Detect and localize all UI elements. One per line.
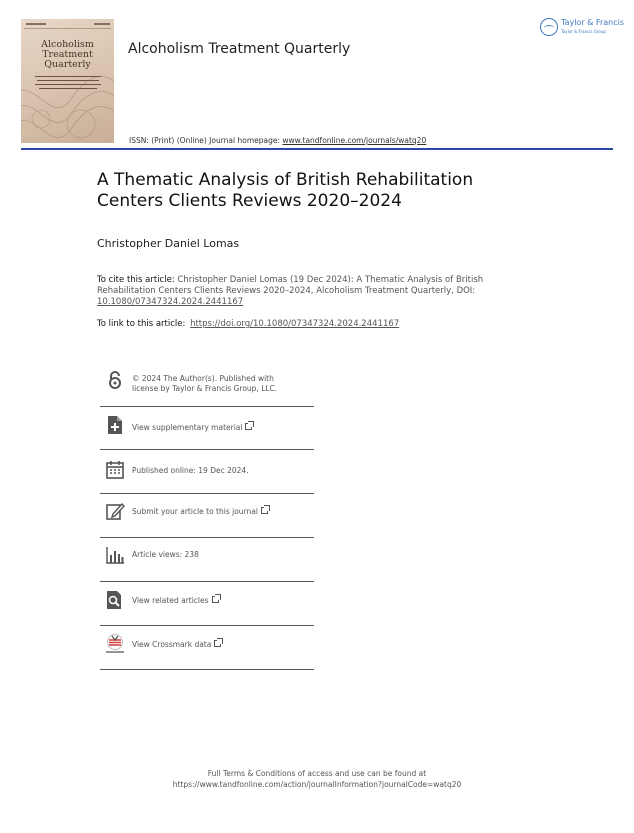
article-title: A Thematic Analysis of British Rehabilitation Centers Clients Reviews 2020–2024	[97, 170, 474, 211]
published-row	[100, 450, 314, 494]
external-link-icon	[245, 423, 252, 430]
cover-header-strip	[24, 22, 111, 29]
related-articles-link[interactable]: View related articles	[132, 596, 219, 606]
journal-cover-image	[21, 19, 114, 143]
issn-text: ISSN: (Print) (Online) Journal homepage:	[129, 136, 283, 145]
citation-block	[97, 275, 527, 308]
publisher-logo	[540, 18, 624, 40]
supplementary-link[interactable]: View supplementary material	[132, 423, 252, 433]
issn-line	[129, 136, 426, 145]
related-row[interactable]	[100, 582, 314, 626]
calendar-icon	[105, 460, 125, 480]
license-text: © 2024 The Author(s). Published with license by Taylor & Francis Group, LLC.	[132, 374, 278, 393]
citation-doi-link[interactable]: 10.1080/07347324.2024.2441167	[97, 297, 244, 307]
supplementary-row[interactable]	[100, 407, 314, 450]
journal-title: Alcoholism Treatment Quarterly	[128, 41, 351, 57]
open-access-icon	[105, 370, 125, 390]
license-row	[100, 362, 314, 407]
crossmark-link[interactable]: View Crossmark data	[132, 640, 221, 650]
publisher-logo-sub: Taylor & Francis Group	[561, 29, 606, 34]
submit-row[interactable]	[100, 494, 314, 538]
publisher-logo-name: Taylor & Francis	[561, 18, 624, 27]
footer-terms-text: Full Terms & Conditions of access and use can be found at	[207, 769, 427, 778]
external-link-icon	[214, 640, 221, 647]
external-link-icon	[261, 507, 268, 514]
bar-chart-icon	[105, 545, 125, 565]
article-doi-url-link[interactable]: https://doi.org/10.1080/07347324.2024.2441167	[190, 319, 400, 329]
publisher-logo-icon	[540, 18, 558, 36]
footer-terms	[0, 768, 634, 790]
cover-swirl-pattern	[21, 74, 114, 143]
crossmark-icon	[105, 634, 125, 654]
crossmark-row[interactable]	[100, 626, 314, 670]
article-link-line	[97, 319, 399, 329]
document-add-icon	[105, 415, 125, 435]
article-views: Article views: 238	[132, 550, 199, 559]
article-link-label: To link to this article:	[97, 319, 186, 329]
external-link-icon	[212, 596, 219, 603]
footer-terms-link[interactable]: https://www.tandfonline.com/action/journalInformation?journalCode=watq20	[172, 780, 462, 789]
article-info-list	[100, 362, 314, 670]
published-date: Published online: 19 Dec 2024.	[132, 466, 249, 475]
citation-label: To cite this article:	[97, 275, 175, 285]
header-divider	[21, 148, 613, 150]
edit-icon	[105, 501, 125, 521]
search-document-icon	[105, 590, 125, 610]
submit-link[interactable]: Submit your article to this journal	[132, 507, 268, 517]
article-author: Christopher Daniel Lomas	[97, 237, 240, 250]
views-row	[100, 538, 314, 582]
cover-title: Alcoholism Treatment Quarterly	[41, 39, 94, 70]
journal-homepage-link[interactable]: www.tandfonline.com/journals/watq20	[282, 136, 427, 145]
citation-text: Christopher Daniel Lomas (19 Dec 2024): A Thematic Analysis of British Rehabilitation Centers Clients Reviews 2020–2024, Alcoholism Treatment Quarterly, DOI:	[97, 275, 484, 296]
